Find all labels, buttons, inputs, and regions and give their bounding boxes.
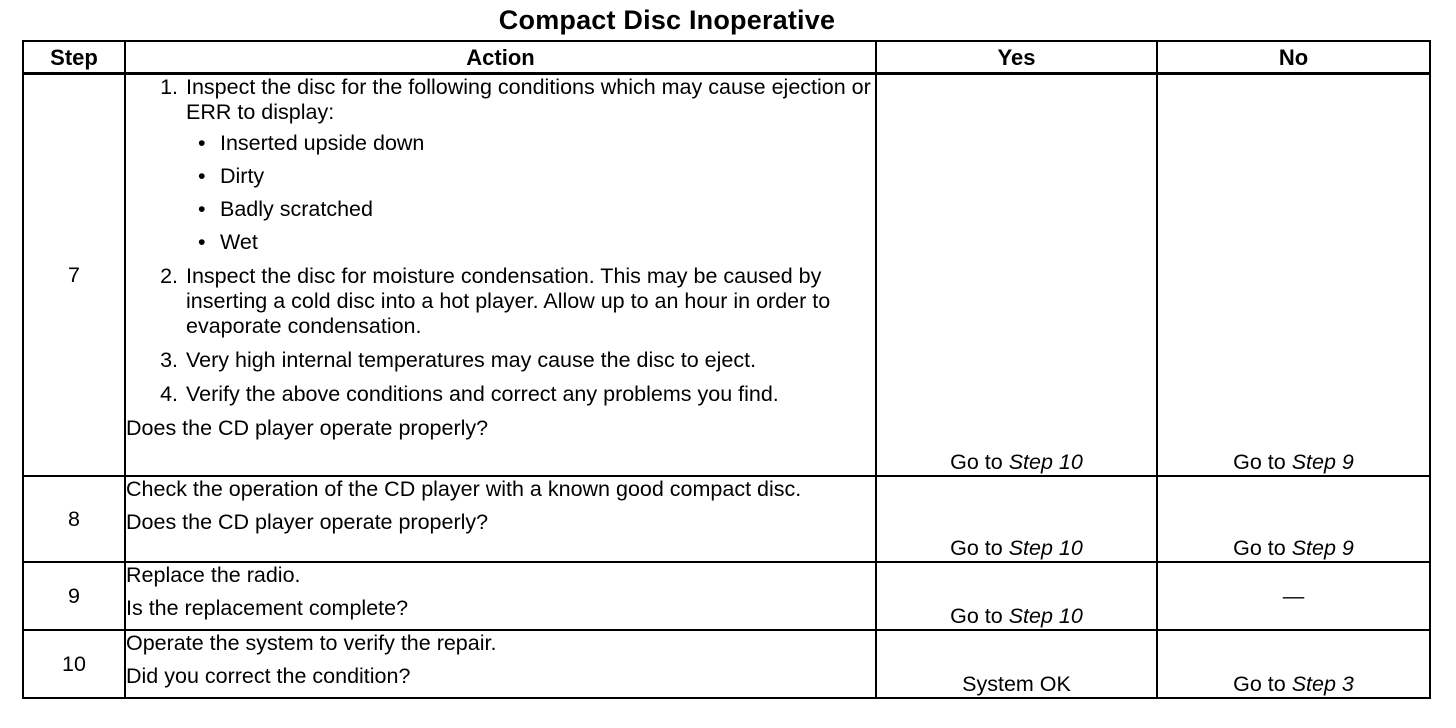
- yes-prefix: Go to: [950, 450, 1009, 474]
- action-cell: [125, 74, 876, 477]
- table-row-step-7: [23, 74, 1430, 477]
- table-row-step-9: [23, 562, 1430, 630]
- action-cell: [125, 476, 876, 562]
- header-step: Step: [23, 41, 125, 74]
- action-text: Replace the radio.: [126, 563, 301, 587]
- table-header-row: [23, 41, 1430, 74]
- no-prefix: Go to: [1233, 536, 1292, 560]
- no-step-ref: Step 9: [1291, 536, 1354, 560]
- action-step-text: Inspect the disc for the following conditions which may cause ejection or ERR to display:: [186, 75, 871, 124]
- no-cell: [1157, 476, 1430, 562]
- condition-item: • Wet: [220, 230, 875, 255]
- no-cell: [1157, 562, 1430, 630]
- step-number: 9: [23, 562, 125, 630]
- no-prefix: Go to: [1233, 450, 1292, 474]
- action-text: Operate the system to verify the repair.: [126, 631, 497, 655]
- header-yes: Yes: [876, 41, 1157, 74]
- action-cell: [125, 562, 876, 630]
- action-steps-list: [126, 75, 875, 407]
- action-cell: [125, 630, 876, 698]
- yes-cell: [876, 476, 1157, 562]
- conditions-list: [186, 131, 875, 255]
- header-no: No: [1157, 41, 1430, 74]
- no-prefix: Go to: [1233, 672, 1292, 696]
- action-question: Did you correct the condition?: [126, 664, 411, 688]
- table-row-step-8: [23, 476, 1430, 562]
- action-question: Does the CD player operate properly?: [126, 510, 489, 534]
- no-cell: [1157, 630, 1430, 698]
- yes-cell: [876, 562, 1157, 630]
- yes-prefix: Go to: [950, 604, 1009, 628]
- condition-item: • Dirty: [220, 164, 875, 189]
- yes-step-ref: Step 10: [1008, 536, 1083, 560]
- action-step-item: 2. Inspect the disc for moisture condensation. This may be caused by inserting a cold disc into a hot player. Allow up to an hour in order to evaporate condensation.: [184, 264, 875, 339]
- header-action: Action: [125, 41, 876, 74]
- condition-item: • Badly scratched: [220, 197, 875, 222]
- yes-prefix: Go to: [950, 536, 1009, 560]
- no-dash: —: [1282, 583, 1305, 608]
- table-row-step-10: [23, 630, 1430, 698]
- no-cell: [1157, 74, 1430, 477]
- action-step-item: 3. Very high internal temperatures may cause the disc to eject.: [184, 348, 875, 373]
- action-step-item: [184, 75, 875, 255]
- action-step-item: 4. Verify the above conditions and correct any problems you find.: [184, 382, 875, 407]
- step-number: 7: [23, 74, 125, 477]
- diagnostic-table: [22, 40, 1431, 699]
- page-title: Compact Disc Inoperative: [498, 5, 836, 35]
- yes-cell: [876, 630, 1157, 698]
- no-step-ref: Step 9: [1291, 450, 1354, 474]
- yes-step-ref: Step 10: [1008, 450, 1083, 474]
- action-question: Does the CD player operate properly?: [126, 416, 489, 440]
- yes-text: System OK: [962, 672, 1071, 696]
- step-number: 8: [23, 476, 125, 562]
- yes-step-ref: Step 10: [1008, 604, 1083, 628]
- action-text: Check the operation of the CD player with a known good compact disc.: [126, 477, 802, 501]
- action-question: Is the replacement complete?: [126, 596, 409, 620]
- yes-cell: [876, 74, 1157, 477]
- step-number: 10: [23, 630, 125, 698]
- no-step-ref: Step 3: [1291, 672, 1354, 696]
- condition-item: • Inserted upside down: [220, 131, 875, 156]
